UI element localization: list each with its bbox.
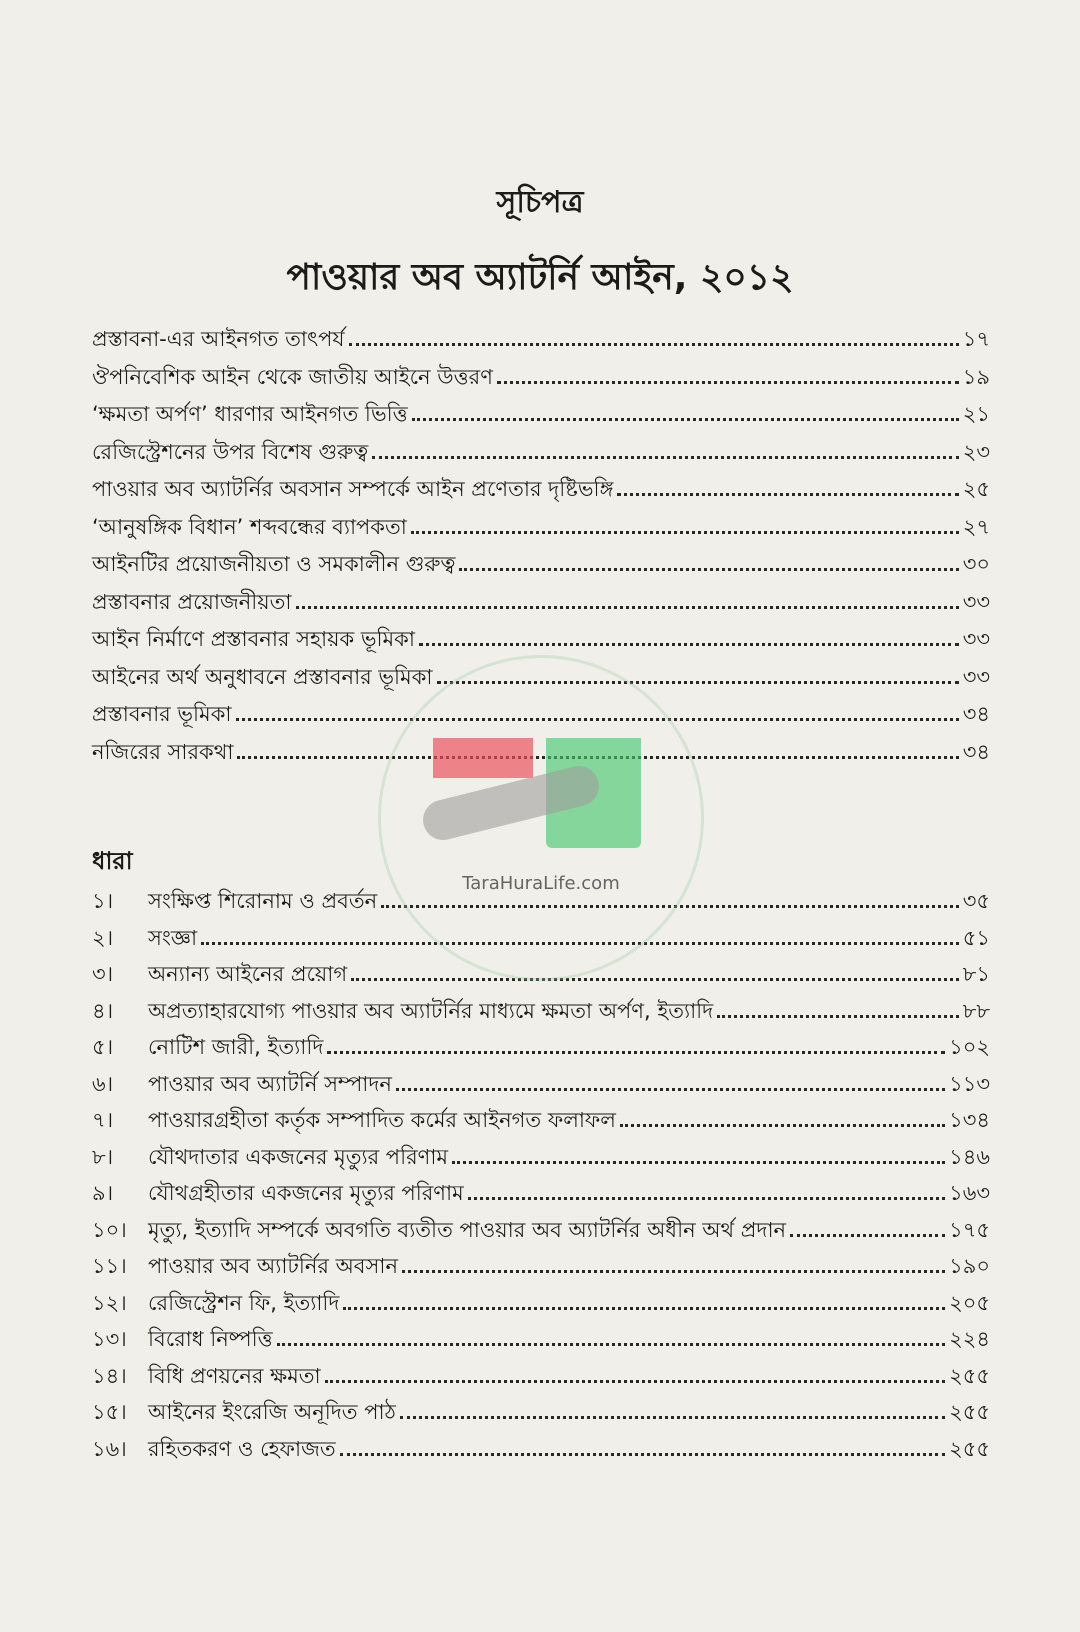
- toc-entry: [92, 1028, 990, 1062]
- dot-leader: [411, 531, 959, 534]
- entry-title: সংজ্ঞা: [148, 925, 198, 950]
- section-number: ১২।: [92, 1290, 127, 1315]
- page-number: ২৫: [962, 477, 990, 501]
- toc-entry: [92, 1138, 990, 1172]
- toc-entry: [92, 620, 990, 654]
- toc-entry: [92, 583, 990, 617]
- entry-title: আইন নির্মাণে প্রস্তাবনার সহায়ক ভূমিকা: [92, 627, 415, 651]
- page-number: ২১: [962, 402, 990, 426]
- section-number: ১৩।: [92, 1327, 127, 1351]
- entry-title: প্রস্তাবনা-এর আইনগত তাৎপর্য: [92, 327, 345, 351]
- dot-leader: [790, 1234, 945, 1237]
- toc-entry: [92, 320, 990, 354]
- entry-title: বিধি প্রণয়নের ক্ষমতা: [148, 1363, 321, 1388]
- page-number: ১১৩: [949, 1071, 990, 1096]
- toc-entry: [92, 1284, 990, 1318]
- page-number: ১৭: [962, 327, 990, 351]
- section-number: ২।: [92, 925, 114, 950]
- dot-leader: [396, 1088, 945, 1091]
- page-number: ২৫৫: [949, 1436, 990, 1461]
- entry-title: আইনের ইংরেজি অনূদিত পাঠ: [148, 1400, 396, 1424]
- toc-entry: [92, 992, 990, 1026]
- toc-entry: [92, 1065, 990, 1099]
- contents-title: সূচিপত্র: [496, 185, 584, 220]
- section-number: ৩।: [92, 962, 114, 986]
- watermark-text: TaraHuraLife.com: [462, 873, 620, 894]
- page-number: ১৪৬: [949, 1144, 990, 1169]
- toc-entry: [92, 1430, 990, 1464]
- page-number: ২৫৫: [949, 1400, 990, 1424]
- page-number: ২২৪: [949, 1327, 990, 1351]
- dot-leader: [340, 1453, 945, 1456]
- section-number: ৭।: [92, 1108, 114, 1132]
- entry-title: অপ্রত্যাহারযোগ্য পাওয়ার অব অ্যাটর্নির মাধ্যমে ক্ষমতা অর্পণ, ইত্যাদি: [148, 998, 714, 1023]
- entry-title: আইনের অর্থ অনুধাবনে প্রস্তাবনার ভূমিকা: [92, 664, 433, 689]
- watermark-logo: [378, 655, 704, 981]
- dot-leader: [296, 606, 959, 609]
- toc-entry: [92, 508, 990, 542]
- entry-title: রহিতকরণ ও হেফাজত: [148, 1436, 336, 1461]
- toc-entry: [92, 1357, 990, 1391]
- section-number: ৮।: [92, 1144, 114, 1169]
- page-number: ২৭: [962, 514, 990, 539]
- page-number: ১০২: [949, 1035, 990, 1059]
- entry-title: নোটিশ জারী, ইত্যাদি: [148, 1035, 324, 1059]
- entry-title: ‘আনুষঙ্গিক বিধান’ শব্দবন্ধের ব্যাপকতা: [92, 514, 407, 539]
- page-number: ২০৫: [949, 1290, 990, 1315]
- dot-leader: [400, 1416, 945, 1419]
- page-number: ৩০: [962, 552, 990, 576]
- page-number: ৮১: [962, 962, 990, 986]
- page-number: ৫১: [962, 925, 990, 950]
- page-number: ৩৩: [962, 627, 990, 651]
- dot-leader: [327, 1051, 945, 1054]
- dot-leader: [372, 456, 959, 459]
- toc-entry: [92, 433, 990, 467]
- dot-leader: [497, 381, 959, 384]
- dot-leader: [412, 418, 959, 421]
- page-number: ৩৪: [962, 739, 990, 764]
- dot-leader: [419, 643, 959, 646]
- entry-title: বিরোধ নিষ্পত্তি: [148, 1327, 273, 1351]
- page-number: ২৫৫: [949, 1363, 990, 1388]
- page-number: ১৩৪: [949, 1108, 990, 1132]
- page-number: ৩৩: [962, 589, 990, 614]
- dot-leader: [277, 1343, 945, 1346]
- dot-leader: [452, 1161, 945, 1164]
- dot-leader: [325, 1380, 945, 1383]
- toc-entry: [92, 545, 990, 579]
- toc-entry: [92, 1174, 990, 1208]
- page-number: ৩৩: [962, 664, 990, 689]
- page-number: ১৯: [962, 364, 990, 389]
- toc-entry: [92, 470, 990, 504]
- entry-title: ‘ক্ষমতা অর্পণ’ ধারণার আইনগত ভিত্তি: [92, 402, 408, 426]
- dot-leader: [620, 1124, 945, 1127]
- section-number: ৫।: [92, 1035, 114, 1059]
- entry-title: আইনটির প্রয়োজনীয়তা ও সমকালীন গুরুত্ব: [92, 552, 456, 576]
- page-number: ১৭৫: [949, 1217, 990, 1242]
- page-number: ৮৮: [962, 998, 990, 1023]
- dot-leader: [351, 978, 959, 981]
- section-number: ১৫।: [92, 1400, 127, 1424]
- toc-entry: [92, 1320, 990, 1354]
- act-title: পাওয়ার অব অ্যাটর্নি আইন, ২০১২: [286, 257, 794, 298]
- entry-title: মৃত্যু, ইত্যাদি সম্পর্কে অবগতি ব্যতীত পাওয়ার অব অ্যাটর্নির অধীন অর্থ প্রদান: [148, 1217, 787, 1242]
- section-number: ১৬।: [92, 1436, 127, 1461]
- dot-leader: [717, 1015, 959, 1018]
- section-number: ১।: [92, 889, 114, 913]
- dot-leader: [349, 343, 959, 346]
- entry-title: রেজিস্ট্রেশনের উপর বিশেষ গুরুত্ব: [92, 439, 369, 464]
- toc-entry: [92, 395, 990, 429]
- toc-entry: [92, 1211, 990, 1245]
- page-number: ১৯০: [949, 1254, 990, 1278]
- toc-entry: [92, 1393, 990, 1427]
- section-number: ৬।: [92, 1071, 114, 1096]
- page-number: ১৬৩: [949, 1181, 990, 1205]
- entry-title: পাওয়ার অব অ্যাটর্নির অবসান: [148, 1254, 398, 1278]
- entry-title: নজিরের সারকথা: [92, 739, 234, 764]
- entry-title: রেজিস্ট্রেশন ফি, ইত্যাদি: [148, 1290, 340, 1315]
- section-number: ১৪।: [92, 1363, 127, 1388]
- entry-title: পাওয়ার অব অ্যাটর্নির অবসান সম্পর্কে আইন প্রণেতার দৃষ্টিভঙ্গি: [92, 477, 614, 501]
- entry-title: সংক্ষিপ্ত শিরোনাম ও প্রবর্তন: [148, 889, 378, 913]
- entry-title: পাওয়ারগ্রহীতা কর্তৃক সম্পাদিত কর্মের আইনগত ফলাফল: [148, 1108, 616, 1132]
- entry-title: ঔপনিবেশিক আইন থেকে জাতীয় আইনে উত্তরণ: [92, 364, 493, 389]
- dot-leader: [468, 1197, 945, 1200]
- section-heading: ধারা: [92, 847, 133, 875]
- entry-title: প্রস্তাবনার প্রয়োজনীয়তা: [92, 589, 292, 614]
- page-number: ২৩: [962, 439, 990, 464]
- section-number: ১০।: [92, 1217, 127, 1242]
- toc-entry: [92, 1101, 990, 1135]
- page-number: ৩৫: [962, 889, 990, 913]
- toc-entry: [92, 1247, 990, 1281]
- dot-leader: [617, 493, 958, 496]
- entry-title: অন্যান্য আইনের প্রয়োগ: [148, 962, 348, 986]
- page-number: ৩৪: [962, 702, 990, 726]
- entry-title: পাওয়ার অব অ্যাটর্নি সম্পাদন: [148, 1071, 392, 1096]
- dot-leader: [459, 568, 958, 571]
- entry-title: যৌথদাতার একজনের মৃত্যুর পরিণাম: [148, 1144, 449, 1169]
- entry-title: যৌথগ্রহীতার একজনের মৃত্যুর পরিণাম: [148, 1181, 464, 1205]
- section-number: ৯।: [92, 1181, 114, 1205]
- dot-leader: [402, 1270, 945, 1273]
- section-number: ৪।: [92, 998, 114, 1023]
- dot-leader: [343, 1307, 945, 1310]
- section-number: ১১।: [92, 1254, 127, 1278]
- toc-entry: [92, 358, 990, 392]
- watermark-red-shape: [433, 738, 533, 778]
- entry-title: প্রস্তাবনার ভূমিকা: [92, 702, 232, 726]
